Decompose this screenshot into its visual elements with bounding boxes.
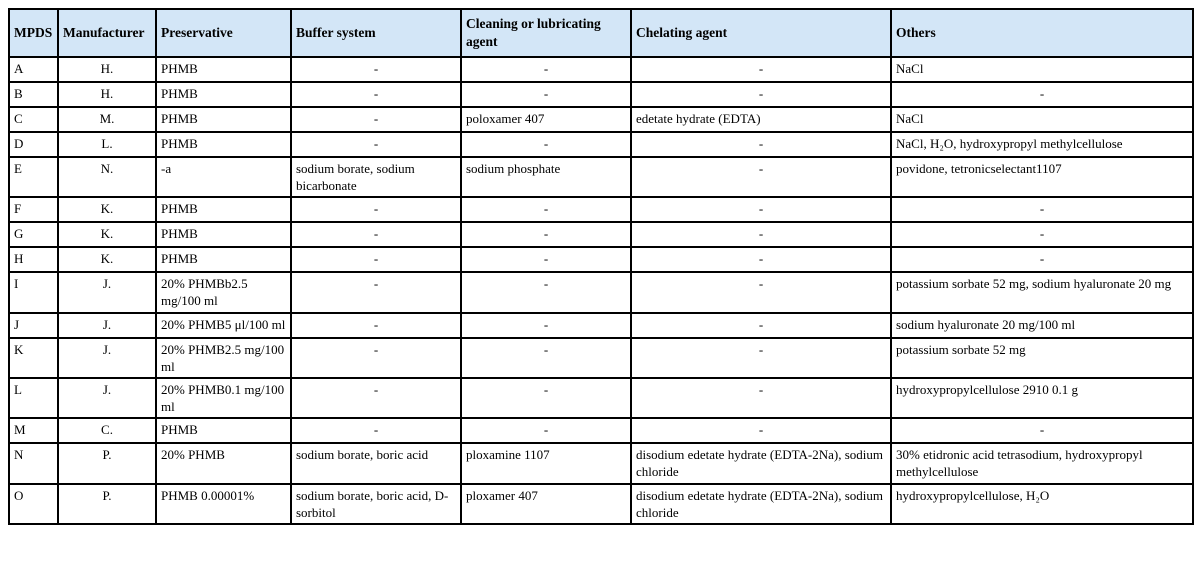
cell-buffer-system: - — [291, 272, 461, 312]
cell-manufacturer: K. — [58, 197, 156, 222]
cell-buffer-system: - — [291, 338, 461, 378]
mpds-composition-table — [8, 8, 1194, 525]
cell-preservative: PHMB 0.00001% — [156, 484, 291, 524]
cell-buffer-system: - — [291, 197, 461, 222]
cell-manufacturer: P. — [58, 443, 156, 483]
cell-manufacturer: J. — [58, 378, 156, 418]
table-row — [9, 107, 1193, 132]
cell-chelating-agent: - — [631, 272, 891, 312]
column-header-cleaning-agent: Cleaning or lubricating agent — [461, 9, 631, 57]
cell-preservative: PHMB — [156, 418, 291, 443]
column-header-mpds: MPDS — [9, 9, 58, 57]
cell-others: - — [891, 82, 1193, 107]
table-row — [9, 443, 1193, 483]
table-row — [9, 197, 1193, 222]
cell-cleaning-agent: - — [461, 313, 631, 338]
cell-buffer-system: - — [291, 132, 461, 157]
cell-mpds: B — [9, 82, 58, 107]
cell-mpds: C — [9, 107, 58, 132]
cell-manufacturer: K. — [58, 222, 156, 247]
cell-others: sodium hyaluronate 20 mg/100 ml — [891, 313, 1193, 338]
cell-preservative: 20% PHMB2.5 mg/100 ml — [156, 338, 291, 378]
table-row — [9, 132, 1193, 157]
cell-buffer-system: - — [291, 247, 461, 272]
cell-mpds: G — [9, 222, 58, 247]
cell-chelating-agent: - — [631, 82, 891, 107]
cell-manufacturer: K. — [58, 247, 156, 272]
table-row — [9, 247, 1193, 272]
cell-others: - — [891, 222, 1193, 247]
cell-preservative: PHMB — [156, 197, 291, 222]
cell-buffer-system: - — [291, 313, 461, 338]
cell-cleaning-agent: - — [461, 338, 631, 378]
cell-mpds: K — [9, 338, 58, 378]
cell-cleaning-agent: - — [461, 247, 631, 272]
cell-buffer-system: - — [291, 107, 461, 132]
table-row — [9, 338, 1193, 378]
cell-others: potassium sorbate 52 mg — [891, 338, 1193, 378]
cell-chelating-agent: - — [631, 157, 891, 197]
column-header-others: Others — [891, 9, 1193, 57]
table-row — [9, 313, 1193, 338]
table-row — [9, 378, 1193, 418]
column-header-preservative: Preservative — [156, 9, 291, 57]
table-body — [9, 57, 1193, 524]
cell-mpds: M — [9, 418, 58, 443]
cell-mpds: H — [9, 247, 58, 272]
cell-others: - — [891, 197, 1193, 222]
cell-manufacturer: N. — [58, 157, 156, 197]
table-row — [9, 222, 1193, 247]
table-row — [9, 82, 1193, 107]
cell-cleaning-agent: - — [461, 418, 631, 443]
cell-mpds: F — [9, 197, 58, 222]
cell-buffer-system: - — [291, 82, 461, 107]
cell-cleaning-agent: - — [461, 197, 631, 222]
cell-others: 30% etidronic acid tetrasodium, hydroxypropyl methylcellulose — [891, 443, 1193, 483]
cell-buffer-system: - — [291, 222, 461, 247]
table-row — [9, 484, 1193, 524]
cell-chelating-agent: - — [631, 378, 891, 418]
cell-cleaning-agent: - — [461, 132, 631, 157]
cell-preservative: PHMB — [156, 82, 291, 107]
cell-preservative: PHMB — [156, 247, 291, 272]
cell-manufacturer: J. — [58, 313, 156, 338]
cell-manufacturer: J. — [58, 272, 156, 312]
cell-buffer-system: sodium borate, sodium bicarbonate — [291, 157, 461, 197]
cell-manufacturer: M. — [58, 107, 156, 132]
cell-chelating-agent: - — [631, 57, 891, 82]
cell-others: potassium sorbate 52 mg, sodium hyaluronate 20 mg — [891, 272, 1193, 312]
cell-manufacturer: J. — [58, 338, 156, 378]
table-header — [9, 9, 1193, 57]
cell-others: hydroxypropylcellulose, H₂O — [891, 484, 1193, 524]
cell-mpds: L — [9, 378, 58, 418]
cell-chelating-agent: edetate hydrate (EDTA) — [631, 107, 891, 132]
cell-others: hydroxypropylcellulose 2910 0.1 g — [891, 378, 1193, 418]
cell-preservative: 20% PHMB0.1 mg/100 ml — [156, 378, 291, 418]
cell-preservative: 20% PHMB5 μl/100 ml — [156, 313, 291, 338]
cell-preservative: PHMB — [156, 57, 291, 82]
cell-mpds: D — [9, 132, 58, 157]
cell-chelating-agent: - — [631, 132, 891, 157]
cell-mpds: J — [9, 313, 58, 338]
cell-preservative: -a — [156, 157, 291, 197]
cell-manufacturer: H. — [58, 82, 156, 107]
cell-cleaning-agent: - — [461, 222, 631, 247]
cell-chelating-agent: - — [631, 418, 891, 443]
cell-chelating-agent: disodium edetate hydrate (EDTA-2Na), sodium chloride — [631, 484, 891, 524]
cell-chelating-agent: disodium edetate hydrate (EDTA-2Na), sodium chloride — [631, 443, 891, 483]
cell-others: NaCl — [891, 107, 1193, 132]
cell-preservative: 20% PHMB — [156, 443, 291, 483]
cell-others: NaCl, H₂O, hydroxypropyl methylcellulose — [891, 132, 1193, 157]
table-row — [9, 57, 1193, 82]
table-row — [9, 418, 1193, 443]
cell-preservative: PHMB — [156, 222, 291, 247]
cell-manufacturer: P. — [58, 484, 156, 524]
cell-buffer-system: sodium borate, boric acid, D-sorbitol — [291, 484, 461, 524]
cell-buffer-system: - — [291, 378, 461, 418]
cell-cleaning-agent: - — [461, 272, 631, 312]
column-header-chelating-agent: Chelating agent — [631, 9, 891, 57]
cell-mpds: I — [9, 272, 58, 312]
table-row — [9, 272, 1193, 312]
cell-mpds: N — [9, 443, 58, 483]
cell-cleaning-agent: sodium phosphate — [461, 157, 631, 197]
column-header-manufacturer: Manufacturer — [58, 9, 156, 57]
cell-cleaning-agent: - — [461, 57, 631, 82]
cell-buffer-system: sodium borate, boric acid — [291, 443, 461, 483]
cell-manufacturer: H. — [58, 57, 156, 82]
cell-preservative: PHMB — [156, 132, 291, 157]
cell-chelating-agent: - — [631, 222, 891, 247]
cell-others: - — [891, 247, 1193, 272]
cell-buffer-system: - — [291, 57, 461, 82]
cell-manufacturer: C. — [58, 418, 156, 443]
cell-buffer-system: - — [291, 418, 461, 443]
cell-manufacturer: L. — [58, 132, 156, 157]
cell-mpds: O — [9, 484, 58, 524]
cell-chelating-agent: - — [631, 338, 891, 378]
cell-cleaning-agent: poloxamer 407 — [461, 107, 631, 132]
cell-cleaning-agent: - — [461, 82, 631, 107]
cell-mpds: A — [9, 57, 58, 82]
cell-chelating-agent: - — [631, 197, 891, 222]
header-row — [9, 9, 1193, 57]
cell-others: - — [891, 418, 1193, 443]
cell-cleaning-agent: - — [461, 378, 631, 418]
table-row — [9, 157, 1193, 197]
cell-mpds: E — [9, 157, 58, 197]
cell-chelating-agent: - — [631, 247, 891, 272]
column-header-buffer-system: Buffer system — [291, 9, 461, 57]
cell-cleaning-agent: ploxamine 1107 — [461, 443, 631, 483]
cell-preservative: 20% PHMBb2.5 mg/100 ml — [156, 272, 291, 312]
cell-preservative: PHMB — [156, 107, 291, 132]
cell-cleaning-agent: ploxamer 407 — [461, 484, 631, 524]
cell-others: NaCl — [891, 57, 1193, 82]
cell-others: povidone, tetronicselectant1107 — [891, 157, 1193, 197]
cell-chelating-agent: - — [631, 313, 891, 338]
